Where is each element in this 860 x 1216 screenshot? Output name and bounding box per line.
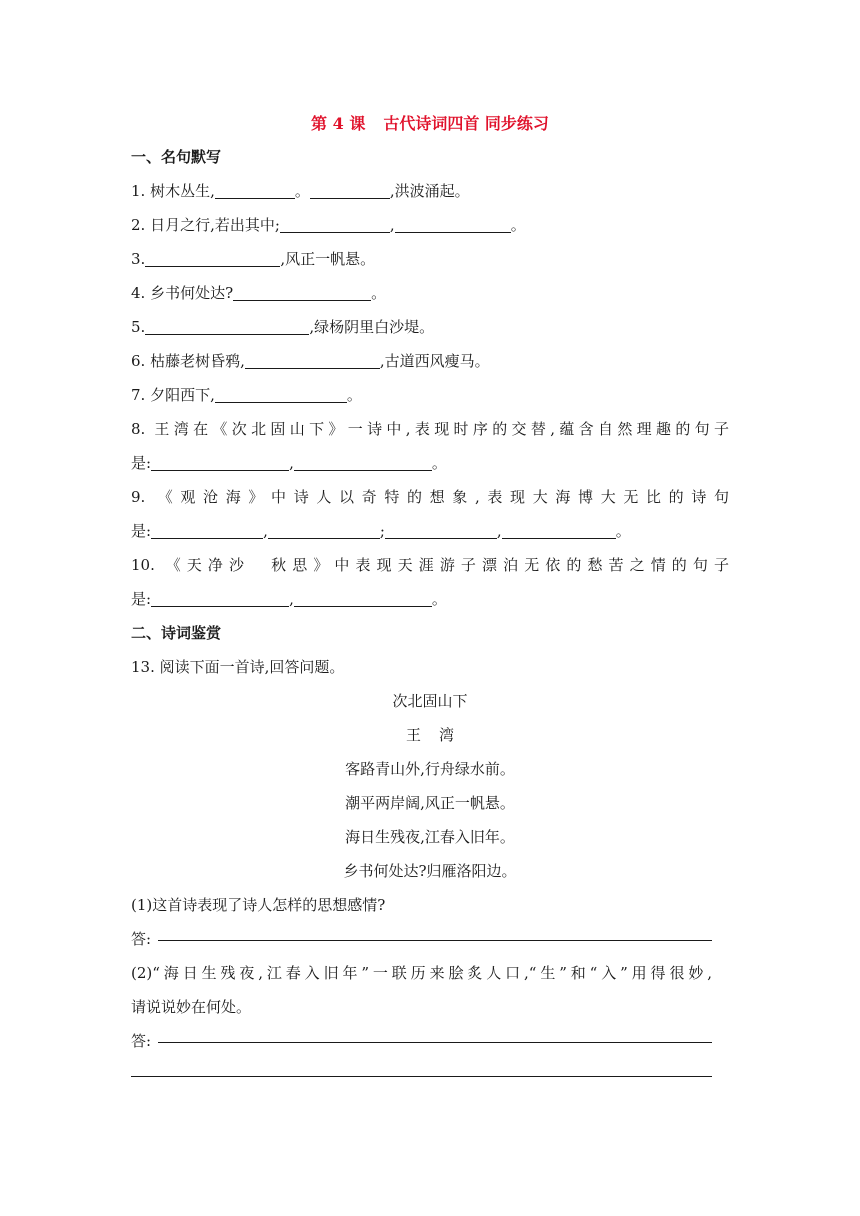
answer-blank[interactable] bbox=[385, 523, 497, 539]
answer-blank[interactable] bbox=[268, 523, 380, 539]
question-9-text: 9. 《观沧海》中诗人以奇特的想象,表现大海博大无比的诗句 bbox=[131, 488, 729, 506]
answer-line[interactable] bbox=[131, 1076, 712, 1077]
question-10-text: 10. 《天净沙 秋思》中表现天涯游子漂泊无依的愁苦之情的句子 bbox=[131, 556, 729, 574]
answer-blank[interactable] bbox=[215, 183, 295, 199]
poem-line: 客路青山外,行舟绿水前。 bbox=[345, 760, 515, 778]
question-3: 3. ,风正一帆悬。 bbox=[131, 250, 376, 268]
answer-blank[interactable] bbox=[245, 353, 380, 369]
answer-blank[interactable] bbox=[151, 591, 289, 607]
section-heading-2: 二、诗词鉴赏 bbox=[131, 624, 222, 642]
question-10-answers: 是: , 。 bbox=[131, 590, 447, 608]
answer-blank[interactable] bbox=[502, 523, 616, 539]
title-lesson: 第 4 课 bbox=[311, 114, 366, 133]
poem-title: 次北固山下 bbox=[392, 692, 468, 710]
answer-blank[interactable] bbox=[151, 523, 263, 539]
poem-author: 王 湾 bbox=[405, 726, 455, 744]
answer-blank[interactable] bbox=[145, 319, 309, 335]
poem-line: 潮平两岸阔,风正一帆悬。 bbox=[345, 794, 515, 812]
question-2: 2. 日月之行,若出其中; , 。 bbox=[131, 216, 526, 234]
answer-label: 答: bbox=[131, 1032, 152, 1050]
poem-line: 乡书何处达?归雁洛阳边。 bbox=[343, 862, 517, 880]
question-1: 1. 树木丛生, 。 ,洪波涌起。 bbox=[131, 182, 470, 200]
question-6: 6. 枯藤老树昏鸦, ,古道西风瘦马。 bbox=[131, 352, 490, 370]
question-8-text: 8. 王湾在《次北固山下》一诗中,表现时序的交替,蕴含自然理趣的句子 bbox=[131, 420, 729, 438]
sub-question-2: (2)“海日生残夜,江春入旧年”一联历来脍炙人口,“生”和“入”用得很妙, bbox=[131, 964, 712, 982]
section-heading-1: 一、名句默写 bbox=[131, 148, 222, 166]
sub-question-1: (1)这首诗表现了诗人怎样的思想感情? bbox=[131, 896, 386, 914]
question-5: 5. ,绿杨阴里白沙堤。 bbox=[131, 318, 435, 336]
answer-blank[interactable] bbox=[215, 387, 347, 403]
answer-blank[interactable] bbox=[294, 455, 432, 471]
answer-blank[interactable] bbox=[280, 217, 390, 233]
answer-blank[interactable] bbox=[151, 455, 289, 471]
question-7: 7. 夕阳西下, 。 bbox=[131, 386, 362, 404]
answer-line[interactable] bbox=[158, 940, 712, 941]
answer-blank[interactable] bbox=[145, 251, 280, 267]
page-title bbox=[0, 111, 860, 134]
question-8-answers: 是: , 。 bbox=[131, 454, 447, 472]
answer-blank[interactable] bbox=[233, 285, 371, 301]
poem-line: 海日生残夜,江春入旧年。 bbox=[345, 828, 515, 846]
title-suffix: 同步练习 bbox=[484, 114, 549, 133]
answer-blank[interactable] bbox=[294, 591, 432, 607]
answer-label: 答: bbox=[131, 930, 152, 948]
answer-blank[interactable] bbox=[310, 183, 390, 199]
question-4: 4. 乡书何处达? 。 bbox=[131, 284, 387, 302]
answer-blank[interactable] bbox=[395, 217, 511, 233]
sub-question-2-cont: 请说说妙在何处。 bbox=[131, 998, 252, 1016]
title-name: 古代诗词四首 bbox=[383, 114, 480, 133]
question-9-answers: 是: , ; , 。 bbox=[131, 522, 631, 540]
question-13: 13. 阅读下面一首诗,回答问题。 bbox=[131, 658, 345, 676]
answer-line[interactable] bbox=[158, 1042, 712, 1043]
